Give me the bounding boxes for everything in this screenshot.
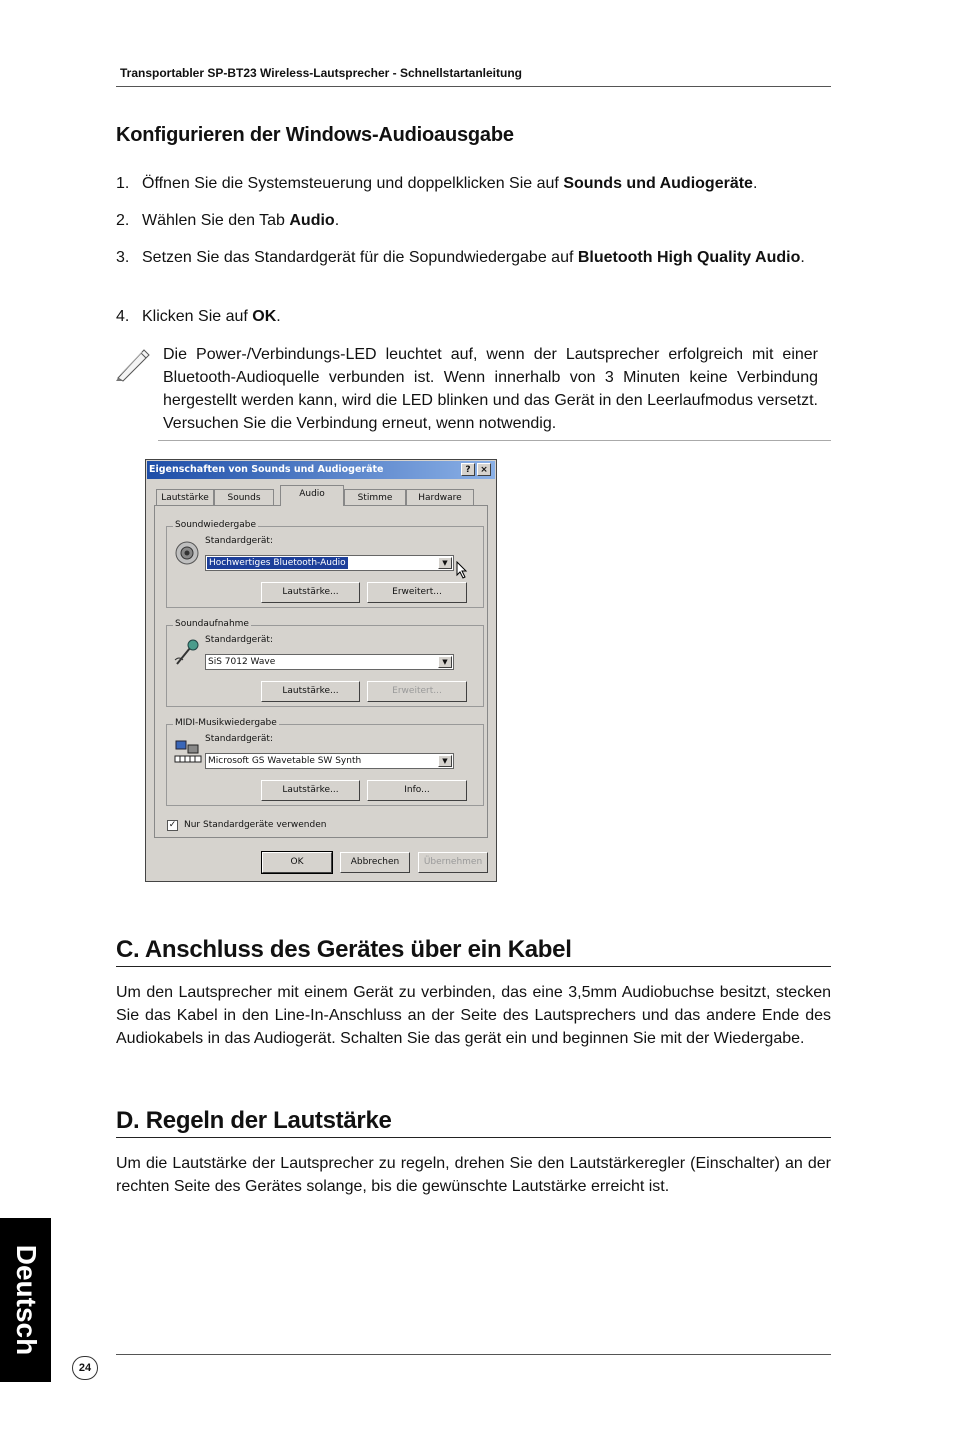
mouse-cursor-icon	[456, 561, 468, 579]
step-punct: .	[276, 308, 281, 325]
section-divider	[116, 966, 831, 967]
step-item	[116, 305, 831, 328]
speaker-icon	[173, 539, 203, 567]
step-punct: .	[800, 249, 805, 266]
step-item	[116, 246, 831, 269]
language-side-tab	[0, 1218, 51, 1382]
step-emphasis: Sounds und Audiogeräte	[563, 175, 753, 192]
step-number: 3.	[116, 249, 130, 266]
group-label: MIDI-Musikwiedergabe	[175, 718, 277, 728]
midi-keyboard-icon	[173, 737, 203, 765]
recording-advanced-button: Erweitert...	[367, 681, 467, 702]
close-button[interactable]: ×	[477, 463, 491, 476]
step-punct: .	[752, 175, 758, 192]
midi-device-select[interactable]	[205, 753, 454, 769]
playback-device-select[interactable]	[205, 555, 454, 571]
tab-lautstaerke[interactable]: Lautstärke	[156, 489, 214, 505]
default-devices-checkbox[interactable]: ✓	[168, 820, 177, 830]
section-heading-d: D. Regeln der Lautstärke	[116, 1107, 392, 1134]
ok-button[interactable]: OK	[262, 852, 332, 873]
group-midi	[166, 718, 484, 806]
microphone-icon	[173, 638, 203, 666]
recording-volume-button[interactable]: Lautstärke...	[261, 681, 360, 702]
tab-sounds[interactable]: Sounds	[214, 489, 274, 505]
apply-button: Übernehmen	[418, 852, 488, 873]
step-punct: .	[334, 212, 340, 229]
help-button[interactable]: ?	[461, 463, 475, 476]
audio-tab-panel	[154, 505, 488, 838]
tab-stimme[interactable]: Stimme	[344, 489, 406, 505]
group-label: Soundwiedergabe	[175, 520, 257, 530]
chevron-down-icon[interactable]: ▼	[438, 557, 452, 569]
step-text: Wählen Sie den Tab	[142, 212, 290, 229]
tab-audio[interactable]: Audio	[280, 485, 344, 506]
language-label: Deutsch	[10, 1244, 42, 1356]
section-heading-c: C. Anschluss des Gerätes über ein Kabel	[116, 936, 572, 963]
step-item	[116, 209, 831, 232]
section-heading-config: Konfigurieren der Windows-Audioausgabe	[116, 124, 514, 146]
playback-device-value: Hochwertiges Bluetooth-Audio	[209, 558, 346, 568]
device-label: Standardgerät:	[205, 635, 273, 645]
group-soundwiedergabe	[166, 520, 484, 608]
chevron-down-icon[interactable]: ▼	[438, 755, 452, 767]
cancel-button[interactable]: Abbrechen	[340, 852, 410, 873]
dialog-title: Eigenschaften von Sounds und Audiogeräte	[149, 464, 384, 475]
step-text: Klicken Sie auf	[142, 308, 253, 325]
step-number: 4.	[116, 308, 130, 325]
playback-advanced-button[interactable]: Erweitert...	[367, 582, 467, 603]
running-header: Transportabler SP-BT23 Wireless-Lautsprecher - Schnellstartanleitung	[120, 66, 522, 80]
group-label: Soundaufnahme	[175, 619, 249, 629]
step-text: Öffnen Sie die Systemsteuerung und doppelklicken Sie auf	[142, 175, 564, 192]
step-emphasis: Bluetooth High Quality Audio	[577, 249, 801, 266]
step-number: 1.	[116, 175, 130, 192]
section-divider	[116, 1137, 831, 1138]
tab-hardware[interactable]: Hardware	[406, 489, 474, 505]
midi-device-value: Microsoft GS Wavetable SW Synth	[208, 756, 362, 766]
recording-device-select[interactable]	[205, 654, 454, 670]
step-number: 2.	[116, 212, 130, 229]
step-item	[116, 172, 831, 195]
step-text: Setzen Sie das Standardgerät für die Sopundwiedergabe auf	[142, 249, 578, 266]
note-text: Die Power-/Verbindungs-LED leuchtet auf, wenn der Lautsprecher erfolgreich mit einer Bluetooth-Audioquelle verbunden ist. Wenn innerhalb von 3 Minuten keine Verbindung hergestellt werden kann, wird die LED blinken und das Gerät in den Leerlaufmodus versetzt. Versuchen Sie die Verbindung erneut, wenn notwendig.	[163, 346, 818, 432]
checkbox-label: Nur Standardgeräte verwenden	[184, 820, 327, 830]
playback-volume-button[interactable]: Lautstärke...	[261, 582, 360, 603]
midi-info-button[interactable]: Info...	[367, 780, 467, 801]
note-divider	[158, 440, 831, 441]
sound-properties-dialog	[145, 459, 497, 882]
chevron-down-icon[interactable]: ▼	[438, 656, 452, 668]
step-emphasis: OK	[252, 308, 277, 325]
step-emphasis: Audio	[289, 212, 335, 229]
device-label: Standardgerät:	[205, 734, 273, 744]
pencil-note-icon	[114, 346, 152, 382]
header-divider	[116, 86, 831, 87]
device-label: Standardgerät:	[205, 536, 273, 546]
page-number: 24	[72, 1356, 98, 1380]
section-d-text: Um die Lautstärke der Lautsprecher zu regeln, drehen Sie den Lautstärkeregler (Einschalter) an der rechten Seite des Gerätes solange, bis die gewünschte Lautstärke erreicht ist.	[116, 1155, 831, 1195]
recording-device-value: SiS 7012 Wave	[208, 657, 276, 667]
midi-volume-button[interactable]: Lautstärke...	[261, 780, 360, 801]
footer-divider	[116, 1354, 831, 1355]
dialog-titlebar[interactable]	[147, 461, 495, 479]
section-c-text: Um den Lautsprecher mit einem Gerät zu verbinden, das eine 3,5mm Audiobuchse besitzt, stecken Sie das Kabel in den Line-In-Anschluss an der Seite des Lautsprechers und das andere Ende des Audiokabels in das Audiogerät. Schalten Sie das gerät ein und beginnen Sie mit der Wiedergabe.	[116, 984, 831, 1047]
group-soundaufnahme	[166, 619, 484, 707]
